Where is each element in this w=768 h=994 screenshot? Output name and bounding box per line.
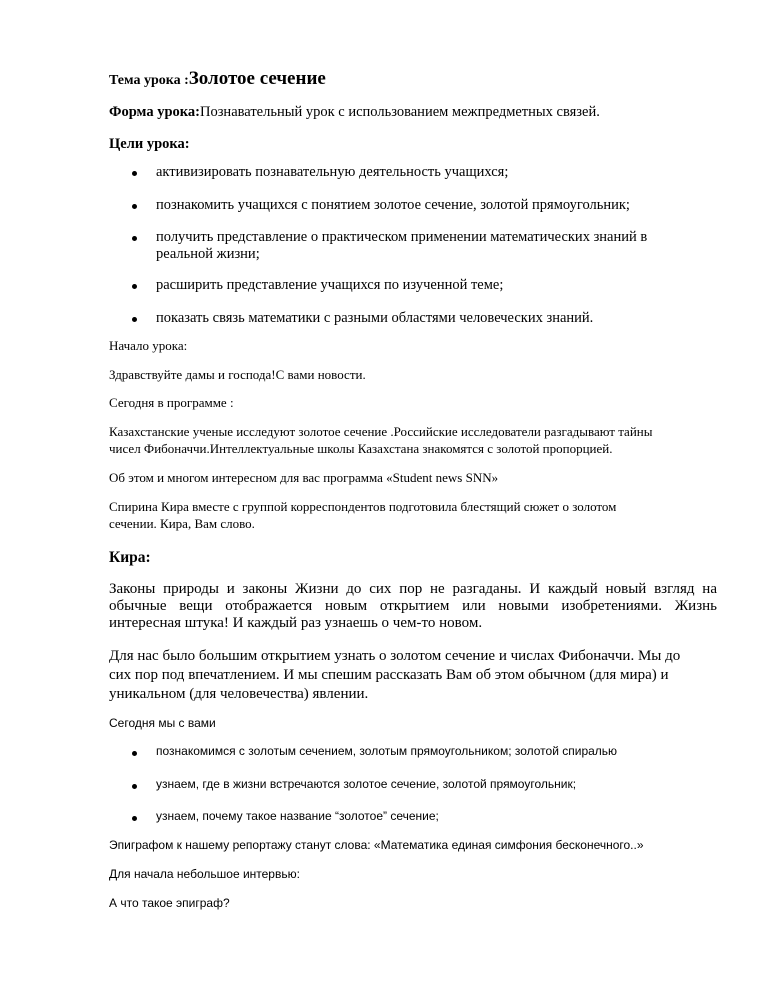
today-item: познакомимся с золотым сечением, золотым прямоугольником; золотой спиралью	[156, 744, 618, 758]
bullet-icon	[132, 784, 137, 789]
today-intro: Сегодня мы с вами	[109, 716, 216, 730]
kira-paragraph-line: уникальном (для человечества) явлении.	[109, 686, 369, 702]
about-line: Об этом и многом интересном для вас программа «Student news SNN»	[109, 470, 499, 485]
bullet-icon	[132, 816, 137, 821]
bullet-icon	[132, 171, 137, 176]
topic-label: Тема урока :	[109, 73, 189, 88]
bullet-icon	[132, 236, 137, 241]
program-label: Сегодня в программе :	[109, 395, 234, 410]
today-item: узнаем, почему такое название “золотое” сечение;	[156, 809, 439, 823]
goal-item: познакомить учащихся с понятием золотое сечение, золотой прямоугольник;	[156, 197, 630, 213]
goal-item: расширить представление учащихся по изученной теме;	[156, 277, 504, 293]
goal-item: активизировать познавательную деятельность учащихся;	[156, 164, 509, 180]
spirina-line: Спирина Кира вместе с группой корреспондентов подготовила блестящий сюжет о золотом	[109, 499, 617, 514]
bullet-icon	[132, 204, 137, 209]
kira-paragraph-line: Для нас было большим открытием узнать о золотом сечение и числах Фибоначчи. Мы до	[109, 648, 681, 664]
kira-paragraph-line: интересная штука! И каждый раз узнаешь о чем-то новом.	[109, 615, 483, 631]
lesson-start: Начало урока:	[109, 338, 188, 353]
news-line: чисел Фибоначчи.Интеллектуальные школы Казахстана знакомятся с золотой пропорцией.	[109, 441, 613, 456]
question-line: А что такое эпиграф?	[109, 896, 230, 910]
epigraph-line: Эпиграфом к нашему репортажу станут слова: «Математика единая симфония бесконечного..»	[109, 838, 644, 852]
kira-paragraph-line: Законы природы и законы Жизни до сих пор не разгаданы. И каждый новый взгляд на	[109, 581, 717, 597]
goal-item: показать связь математики с разными областями человеческих знаний.	[156, 310, 594, 326]
topic-line	[109, 68, 326, 90]
bullet-icon	[132, 284, 137, 289]
kira-heading: Кира:	[109, 549, 151, 566]
form-label: Форма урока:	[109, 104, 200, 120]
kira-paragraph-line: сих пор под впечатлением. И мы спешим рассказать Вам об этом обычном (для мира) и	[109, 667, 669, 683]
interview-line: Для начала небольшое интервью:	[109, 867, 300, 881]
news-line: Казахстанские ученые исследуют золотое сечение .Российские исследователи разгадывают тайны	[109, 424, 653, 439]
topic-title: Золотое сечение	[188, 68, 326, 89]
form-text: Познавательный урок с использованием межпредметных связей.	[199, 104, 600, 120]
goals-heading: Цели урока:	[109, 136, 190, 152]
form-line	[109, 104, 600, 121]
goal-item-continued: реальной жизни;	[156, 246, 260, 262]
bullet-icon	[132, 751, 137, 756]
goal-item: получить представление о практическом применении математических знаний в	[156, 229, 648, 245]
today-item: узнаем, где в жизни встречаются золотое сечение, золотой прямоугольник;	[156, 777, 577, 791]
spirina-line: сечении. Кира, Вам слово.	[109, 516, 255, 531]
greeting: Здравствуйте дамы и господа!С вами новости.	[109, 367, 366, 382]
kira-paragraph-line: обычные вещи отображается новым открытием или новыми изобретениями. Жизнь	[109, 598, 717, 614]
bullet-icon	[132, 317, 137, 322]
